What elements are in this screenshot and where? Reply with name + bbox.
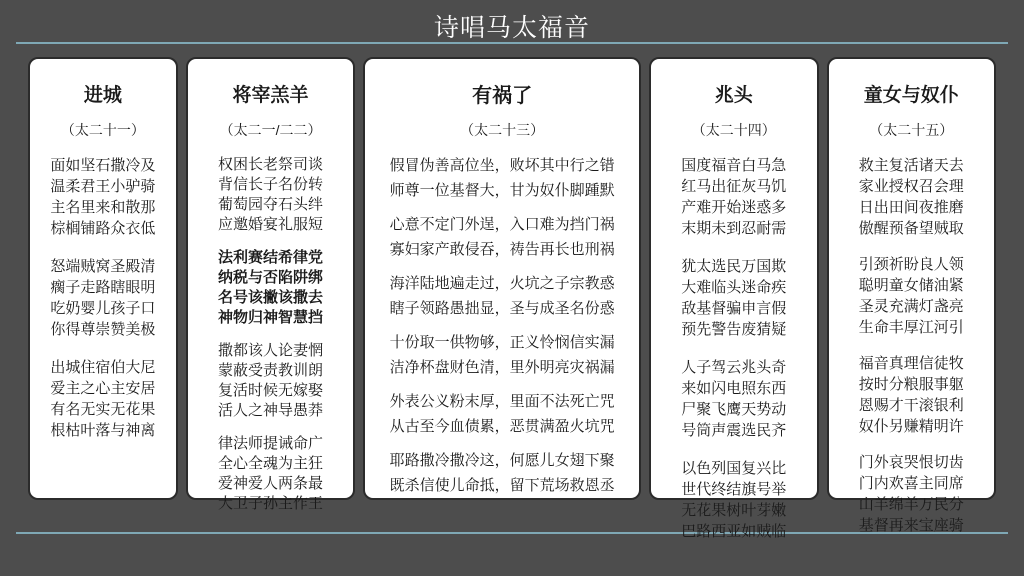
verse-line: 瘸子走路瞎眼明 [50,279,156,296]
verse-line: 有名无实无花果 [50,401,156,418]
verse-line: 活人之神导愚莽 [218,402,324,419]
verse-line: 出城住宿伯大尼 [50,359,156,376]
card-jiangzai-gaoyang [186,57,355,512]
card-title: 进城 [83,85,122,106]
verse-line: 蒙蔽受责教训朗 [218,362,324,379]
verse-line: 海洋陆地遍走过，火坑之子宗教惑 [389,275,615,292]
verse-line: 按时分粮服事躯 [858,376,964,393]
verse-line: 纳税与否陷阱绑 [218,269,324,286]
card-reference: （太二十三） [460,122,545,138]
card-title: 将宰羔羊 [232,85,309,106]
verse-line: 家业授权召会理 [858,178,964,195]
stanza [50,155,155,239]
verse-line: 主名里来和散那 [50,199,156,216]
stanza [390,271,615,321]
stanza [218,434,323,514]
card-reference: （太二一/二二） [219,122,322,138]
stanza [859,353,964,437]
verse-line: 红马出征灰马饥 [681,178,787,195]
card-body [835,155,988,551]
card-row [28,57,996,540]
verse-line: 寡妇家产敢侵吞，祷告再长也刑祸 [389,241,615,258]
verse-line: 巴路西亚如贼临 [681,523,787,540]
verse-line: 恩赐才干滚银利 [858,397,964,414]
verse-line: 假冒伪善高位坐，败坏其中行之错 [389,157,615,174]
card-reference: （太二十四） [691,122,776,138]
verse-line: 名号该撇该撒去 [218,289,324,306]
card-youhuole [363,57,641,500]
verse-line: 傲醒预备望贼取 [858,220,964,237]
stanza [390,153,615,203]
verse-line: 救主复活诸天去 [858,157,964,174]
verse-line: 奴仆另赚精明许 [858,418,964,435]
verse-line: 大难临头迷命疾 [681,279,787,296]
stanza [50,256,155,340]
verse-line: 你得尊崇赞美极 [50,321,156,338]
stanza [50,357,155,441]
verse-line: 世代终结旗号举 [681,481,787,498]
verse-line: 爱神爱人两条最 [218,475,324,492]
stanza [390,448,615,498]
verse-line: 山羊绵羊万民分 [858,496,964,513]
stanza [218,341,323,421]
verse-line: 号筒声震选民齐 [681,422,787,439]
verse-line: 十份取一供物够，正义怜悯信实漏 [389,334,615,351]
stanza [859,452,964,536]
verse-line: 产难开始迷惑多 [681,199,787,216]
page-title: 诗唱马太福音 [433,14,590,42]
verse-line: 应邀婚宴礼服短 [218,216,324,233]
verse-line: 既杀信使儿命抵，留下荒场救恩丞 [389,477,615,494]
stanza [390,389,615,439]
stanza [859,254,964,338]
card-reference: （太二十五） [869,122,954,138]
verse-line: 瞎子领路愚拙显，圣与成圣名份惑 [389,300,615,317]
divider-top [16,42,1008,44]
verse-line: 怒端贼窝圣殿清 [50,258,156,275]
verse-line: 神物归神智慧挡 [218,309,324,326]
verse-line: 耶路撒冷撒冷这，何愿儿女翅下聚 [389,452,615,469]
verse-line: 吃奶婴儿孩子口 [50,300,156,317]
card-tongnv-yu-nupu [827,57,996,534]
card-jincheng [28,57,178,500]
verse-line: 以色列国复兴比 [681,460,787,477]
verse-line: 法利赛结希律党 [218,249,324,266]
verse-line: 无花果树叶芽嫩 [681,502,787,519]
stanza [218,248,323,328]
card-body [36,155,170,458]
verse-line: 人子驾云兆头奇 [681,359,787,376]
verse-line: 门内欢喜主同席 [858,475,964,492]
verse-line: 从古至今血债累，恶贯满盈火坑咒 [389,418,615,435]
verse-line: 犹太选民万国欺 [681,258,787,275]
verse-line: 末期未到忍耐需 [681,220,787,237]
stanza [390,212,615,262]
stanza [390,330,615,380]
card-body [371,153,633,507]
verse-line: 尸聚飞鹰天势动 [681,401,787,418]
verse-line: 门外哀哭恨切齿 [858,454,964,471]
verse-line: 国度福音白马急 [681,157,787,174]
card-zhaotou [649,57,818,540]
verse-line: 温柔君王小驴骑 [50,178,156,195]
verse-line: 面如坚石撒冷及 [50,157,156,174]
stanza [681,256,786,340]
verse-line: 心意不定门外逞，入口难为挡门祸 [389,216,615,233]
stanza [859,155,964,239]
verse-line: 权困长老祭司谈 [218,156,324,173]
stanza [218,155,323,235]
verse-line: 爱主之心主安居 [50,380,156,397]
verse-line: 外表公义粉末厚，里面不法死亡咒 [389,393,615,410]
stanza [681,458,786,542]
verse-line: 敌基督骗申言假 [681,300,787,317]
verse-line: 复活时候无嫁娶 [218,382,324,399]
verse-line: 日出田间夜推磨 [858,199,964,216]
verse-line: 撒都该人论妻惘 [218,342,324,359]
verse-line: 引颈祈盼良人领 [858,256,964,273]
stanza [681,155,786,239]
verse-line: 棕榈铺路众衣低 [50,220,156,237]
verse-line: 聪明童女储油紧 [858,277,964,294]
card-reference: （太二十一） [60,122,145,138]
verse-line: 基督再来宝座骑 [858,517,964,534]
card-title: 童女与奴仆 [863,85,959,106]
card-title: 有祸了 [472,85,533,107]
verse-line: 背信长子名份转 [218,176,324,193]
verse-line: 师尊一位基督大，甘为奴仆脚踵默 [389,182,615,199]
stanza [681,357,786,441]
card-body [194,155,347,527]
verse-line: 圣灵充满灯盏亮 [858,298,964,315]
card-body [657,155,810,559]
verse-line: 福音真理信徒牧 [858,355,964,372]
verse-line: 全心全魂为主狂 [218,455,324,472]
verse-line: 律法师提诫命广 [218,435,324,452]
verse-line: 洁净杯盘财色清，里外明亮灾祸漏 [389,359,615,376]
card-title: 兆头 [714,85,753,106]
verse-line: 预先警告废猜疑 [681,321,787,338]
verse-line: 来如闪电照东西 [681,380,787,397]
verse-line: 大卫子孙主作王 [218,495,324,512]
verse-line: 生命丰厚江河引 [858,319,964,336]
verse-line: 根枯叶落与神离 [50,422,156,439]
verse-line: 葡萄园夺石头绊 [218,196,324,213]
